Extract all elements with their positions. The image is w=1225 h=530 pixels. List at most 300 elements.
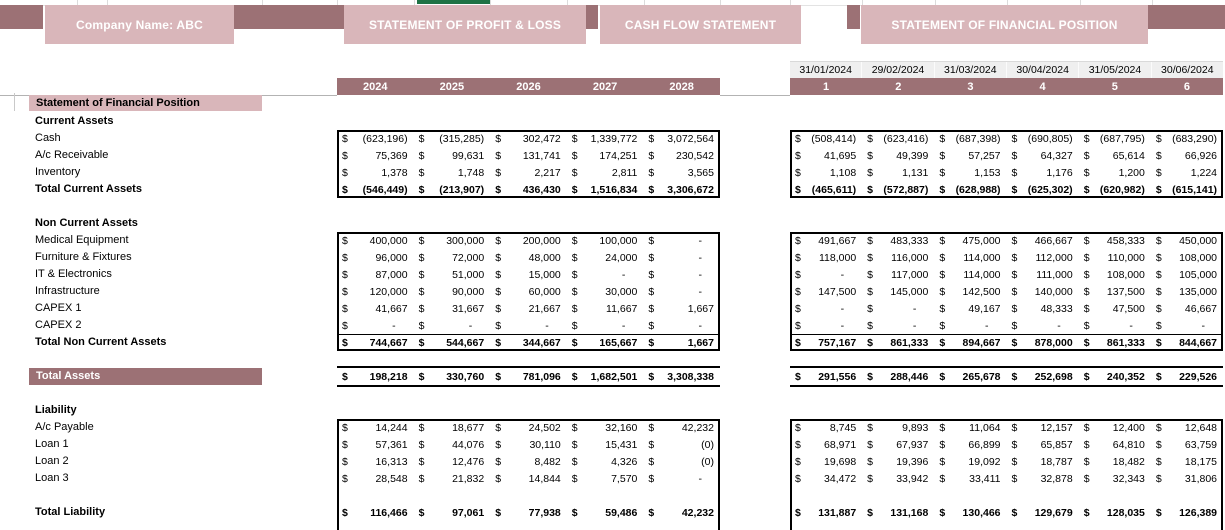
cell-value: - [621, 268, 626, 281]
cell-total-current-assets-month-6[interactable] [1151, 181, 1223, 198]
cell-inventory-month-6[interactable] [1151, 164, 1223, 181]
cell-infrastructure-month-6[interactable] [1151, 283, 1223, 300]
label-furniture-fixtures[interactable]: Furniture & Fixtures [35, 251, 132, 263]
cell-loan-2-2024[interactable] [337, 453, 414, 470]
cell-total-liability-month-3[interactable] [934, 504, 1006, 521]
cell-it-electronics-month-3[interactable] [934, 266, 1006, 283]
cell-a-c-payable-2026[interactable] [490, 419, 567, 436]
cell-value: 1,224 [1190, 166, 1218, 179]
cell-total-liability-2028[interactable] [643, 504, 720, 521]
date-header-cell[interactable]: 31/03/2024 [934, 62, 1006, 78]
cell-capex-2-month-2[interactable] [862, 317, 934, 334]
cell-a-c-payable-2025[interactable] [414, 419, 491, 436]
cell-cash-2028[interactable] [643, 130, 720, 147]
cell-capex-2-month-4[interactable] [1007, 317, 1079, 334]
cell-total-non-current-assets-month-1[interactable] [790, 335, 862, 351]
year-header-cell[interactable]: 2025 [439, 80, 465, 93]
cell-capex-1-2028[interactable] [643, 300, 720, 317]
cell-value: 114,000 [963, 251, 1001, 264]
cell-loan-2-month-2[interactable] [862, 453, 934, 470]
currency-symbol: $ [571, 438, 578, 451]
cell-loan-3-2025[interactable] [414, 470, 491, 487]
cell-capex-1-2024[interactable] [337, 300, 414, 317]
values-furniture-fixtures-monthly [790, 249, 1223, 266]
currency-symbol: $ [795, 455, 801, 468]
cell-total-assets-month-4[interactable] [1007, 368, 1079, 385]
cell-total-liability-month-4[interactable] [1007, 504, 1079, 521]
cell-inventory-2024[interactable] [337, 164, 414, 181]
cell-loan-3-month-5[interactable] [1079, 470, 1151, 487]
cell-value: - [698, 234, 702, 247]
header-band-segment [0, 5, 43, 29]
values-total-current-assets-monthly [790, 181, 1223, 198]
cell-medical-equipment-month-1[interactable] [790, 232, 862, 249]
cell-total-non-current-assets-2028[interactable] [643, 335, 720, 351]
cell-loan-1-month-6[interactable] [1151, 436, 1223, 453]
cell-loan-3-2026[interactable] [490, 470, 567, 487]
cell-value: 110,000 [1107, 251, 1145, 264]
cell-total-liability-2025[interactable] [414, 504, 491, 521]
cell-a-c-payable-month-5[interactable] [1079, 419, 1151, 436]
cell-total-assets-2024[interactable] [337, 368, 414, 385]
cell-loan-2-2025[interactable] [414, 453, 491, 470]
cell-loan-2-month-1[interactable] [790, 453, 862, 470]
cell-total-liability-month-1[interactable] [790, 504, 862, 521]
cell-medical-equipment-month-5[interactable] [1079, 232, 1151, 249]
cell-loan-2-month-4[interactable] [1007, 453, 1079, 470]
cell-value: (465,611) [811, 183, 857, 196]
cell-a-c-receivable-2028[interactable] [643, 147, 720, 164]
label-current-assets[interactable]: Current Assets [35, 115, 114, 127]
cell-total-current-assets-2024[interactable] [337, 181, 414, 198]
cell-furniture-fixtures-2024[interactable] [337, 249, 414, 266]
cell-inventory-2025[interactable] [414, 164, 491, 181]
values-a-c-receivable-monthly [790, 147, 1223, 164]
cell-infrastructure-2028[interactable] [643, 283, 720, 300]
date-header-cell[interactable]: 30/04/2024 [1006, 62, 1078, 78]
cell-value: 59,486 [605, 506, 638, 519]
cell-a-c-payable-month-6[interactable] [1151, 419, 1223, 436]
cell-total-non-current-assets-month-5[interactable] [1079, 335, 1151, 351]
cell-infrastructure-2024[interactable] [337, 283, 414, 300]
cell-medical-equipment-2025[interactable] [414, 232, 491, 249]
values-inventory-monthly [790, 164, 1223, 181]
cell-total-liability-2024[interactable] [337, 504, 414, 521]
date-header-cell[interactable]: 31/05/2024 [1078, 62, 1150, 78]
month-number-cell[interactable]: 1 [823, 80, 830, 93]
cell-loan-3-month-1[interactable] [790, 470, 862, 487]
cell-value: 400,000 [369, 234, 408, 247]
cell-loan-3-month-4[interactable] [1007, 470, 1079, 487]
cell-value: 117,000 [891, 268, 929, 281]
cell-loan-1-month-5[interactable] [1079, 436, 1151, 453]
currency-symbol: $ [342, 268, 348, 281]
cell-total-current-assets-2025[interactable] [414, 181, 491, 198]
cell-capex-2-month-3[interactable] [934, 317, 1006, 334]
cell-total-assets-month-3[interactable] [934, 368, 1006, 385]
cell-total-liability-2026[interactable] [490, 504, 567, 521]
cell-total-liability-month-5[interactable] [1079, 504, 1151, 521]
cell-capex-1-2026[interactable] [490, 300, 567, 317]
cell-medical-equipment-month-2[interactable] [862, 232, 934, 249]
cash-flow-tab-button[interactable]: CASH FLOW STATEMENT [600, 5, 801, 44]
cell-a-c-payable-month-3[interactable] [934, 419, 1006, 436]
cell-loan-1-month-2[interactable] [862, 436, 934, 453]
cell-total-assets-2025[interactable] [414, 368, 491, 385]
cell-value: 48,000 [528, 251, 561, 264]
cell-medical-equipment-month-3[interactable] [934, 232, 1006, 249]
cell-value: 21,667 [528, 302, 561, 315]
cell-a-c-receivable-2027[interactable] [567, 147, 644, 164]
cell-infrastructure-month-5[interactable] [1079, 283, 1151, 300]
cell-total-current-assets-month-1[interactable] [790, 181, 862, 198]
cell-value: 291,556 [818, 370, 857, 383]
cell-loan-2-month-5[interactable] [1079, 453, 1151, 470]
currency-symbol: $ [495, 421, 502, 434]
cell-loan-1-2027[interactable] [567, 436, 644, 453]
cell-a-c-receivable-month-6[interactable] [1151, 147, 1223, 164]
cell-total-non-current-assets-month-6[interactable] [1151, 335, 1223, 351]
cell-capex-1-month-1[interactable] [790, 300, 862, 317]
cell-loan-1-month-1[interactable] [790, 436, 862, 453]
cell-a-c-receivable-2025[interactable] [414, 147, 491, 164]
month-number-cell[interactable]: 5 [1111, 80, 1118, 93]
cell-inventory-month-1[interactable] [790, 164, 862, 181]
cell-furniture-fixtures-2027[interactable] [567, 249, 644, 266]
cell-medical-equipment-month-6[interactable] [1151, 232, 1223, 249]
cell-value: 32,878 [1040, 472, 1073, 485]
currency-symbol: $ [342, 234, 348, 247]
cell-loan-3-month-2[interactable] [862, 470, 934, 487]
cell-cash-2026[interactable] [490, 130, 567, 147]
cell-total-non-current-assets-month-2[interactable] [862, 335, 934, 351]
currency-symbol: $ [867, 472, 874, 485]
currency-symbol: $ [495, 455, 502, 468]
cell-inventory-2027[interactable] [567, 164, 644, 181]
currency-symbol: $ [1011, 472, 1018, 485]
cell-value: 44,076 [452, 438, 485, 451]
cell-total-current-assets-2027[interactable] [567, 181, 644, 198]
cell-value: 108,000 [1106, 268, 1145, 281]
cell-capex-2-month-5[interactable] [1079, 317, 1151, 334]
date-header-cell[interactable]: 29/02/2024 [861, 62, 933, 78]
cell-total-current-assets-2028[interactable] [643, 181, 720, 198]
cell-a-c-receivable-2024[interactable] [337, 147, 414, 164]
currency-symbol: $ [418, 370, 425, 383]
cell-cash-month-2[interactable] [862, 130, 934, 147]
cell-medical-equipment-month-4[interactable] [1007, 232, 1079, 249]
cell-medical-equipment-2026[interactable] [490, 232, 567, 249]
cell-value: - [698, 251, 702, 264]
cell-cash-month-5[interactable] [1079, 130, 1151, 147]
cell-capex-1-month-4[interactable] [1007, 300, 1079, 317]
cell-value: 230,542 [676, 149, 714, 162]
cell-loan-2-2027[interactable] [567, 453, 644, 470]
year-header-cell[interactable]: 2024 [363, 80, 388, 93]
cell-a-c-payable-month-1[interactable] [790, 419, 862, 436]
year-header-cell[interactable]: 2026 [516, 80, 541, 93]
label-loan-3[interactable]: Loan 3 [35, 472, 69, 484]
label-total-non-current-assets[interactable]: Total Non Current Assets [35, 336, 167, 348]
cell-furniture-fixtures-month-2[interactable] [862, 249, 934, 266]
cell-a-c-receivable-month-3[interactable] [934, 147, 1006, 164]
currency-symbol: $ [795, 132, 801, 145]
section-title-bar[interactable]: Statement of Financial Position [29, 95, 262, 111]
currency-symbol: $ [648, 302, 655, 315]
cell-total-assets-2026[interactable] [490, 368, 567, 385]
cell-loan-2-2028[interactable] [643, 453, 720, 470]
cell-total-non-current-assets-2027[interactable] [567, 335, 644, 351]
cell-it-electronics-2028[interactable] [643, 266, 720, 283]
cell-a-c-payable-2024[interactable] [337, 419, 414, 436]
cell-total-assets-month-6[interactable] [1151, 368, 1223, 385]
currency-symbol: $ [1155, 506, 1162, 519]
cell-total-liability-2027[interactable] [567, 504, 644, 521]
cell-cash-2027[interactable] [567, 130, 644, 147]
currency-symbol: $ [418, 234, 425, 247]
cell-loan-1-2024[interactable] [337, 436, 414, 453]
year-header-cell[interactable]: 2028 [669, 80, 694, 93]
cell-infrastructure-month-4[interactable] [1007, 283, 1079, 300]
cell-capex-1-month-3[interactable] [934, 300, 1006, 317]
cell-a-c-payable-2027[interactable] [567, 419, 644, 436]
cell-capex-1-2027[interactable] [567, 300, 644, 317]
cell-a-c-payable-2028[interactable] [643, 419, 720, 436]
cell-cash-month-1[interactable] [790, 130, 862, 147]
label-cash[interactable]: Cash [35, 132, 61, 144]
cell-medical-equipment-2028[interactable] [643, 232, 720, 249]
cell-it-electronics-month-1[interactable] [790, 266, 862, 283]
cell-it-electronics-2025[interactable] [414, 266, 491, 283]
cell-inventory-month-5[interactable] [1079, 164, 1151, 181]
cell-total-liability-month-6[interactable] [1151, 504, 1223, 521]
cell-loan-1-month-3[interactable] [934, 436, 1006, 453]
label-non-current-assets[interactable]: Non Current Assets [35, 217, 138, 229]
cell-total-non-current-assets-month-4[interactable] [1007, 335, 1079, 351]
company-name-button[interactable]: Company Name: ABC [45, 5, 234, 44]
cell-value: 131,741 [522, 149, 561, 162]
cell-capex-2-2027[interactable] [567, 317, 644, 334]
total-assets-bar[interactable]: Total Assets [29, 368, 262, 385]
currency-symbol: $ [648, 438, 655, 451]
cell-inventory-2026[interactable] [490, 164, 567, 181]
cell-a-c-receivable-2026[interactable] [490, 147, 567, 164]
cell-cash-2024[interactable] [337, 130, 414, 147]
cell-capex-1-month-6[interactable] [1151, 300, 1223, 317]
cell-loan-3-month-3[interactable] [934, 470, 1006, 487]
cell-value: 57,361 [375, 438, 408, 451]
cell-total-non-current-assets-2024[interactable] [337, 335, 414, 351]
cell-loan-1-2028[interactable] [643, 436, 720, 453]
cell-capex-1-month-2[interactable] [862, 300, 934, 317]
cell-furniture-fixtures-month-1[interactable] [790, 249, 862, 266]
values-loan-3-yearly [337, 470, 720, 487]
cell-loan-2-2026[interactable] [490, 453, 567, 470]
label-it-electronics[interactable]: IT & Electronics [35, 268, 112, 280]
cell-capex-1-2025[interactable] [414, 300, 491, 317]
cell-capex-2-2024[interactable] [337, 317, 414, 334]
cell-value: 18,175 [1184, 455, 1218, 468]
cell-medical-equipment-2027[interactable] [567, 232, 644, 249]
cell-total-non-current-assets-month-3[interactable] [934, 335, 1006, 351]
cell-furniture-fixtures-2025[interactable] [414, 249, 491, 266]
cell-a-c-receivable-month-1[interactable] [790, 147, 862, 164]
cell-loan-3-2028[interactable] [643, 470, 720, 487]
label-capex-1[interactable]: CAPEX 1 [35, 302, 82, 314]
cell-a-c-receivable-month-2[interactable] [862, 147, 934, 164]
profit-loss-tab-button[interactable]: STATEMENT OF PROFIT & LOSS [344, 5, 586, 44]
date-header-cell[interactable]: 30/06/2024 [1151, 62, 1223, 78]
cell-a-c-receivable-month-5[interactable] [1079, 147, 1151, 164]
currency-symbol: $ [1083, 455, 1090, 468]
cell-value: 99,631 [452, 149, 485, 162]
cell-infrastructure-month-3[interactable] [934, 283, 1006, 300]
cell-cash-month-3[interactable] [934, 130, 1006, 147]
month-number-cell[interactable]: 6 [1183, 80, 1190, 93]
label-capex-2[interactable]: CAPEX 2 [35, 319, 82, 331]
currency-symbol: $ [1083, 268, 1090, 281]
cell-total-assets-month-1[interactable] [790, 368, 862, 385]
cell-furniture-fixtures-month-6[interactable] [1151, 249, 1223, 266]
cell-it-electronics-month-4[interactable] [1007, 266, 1079, 283]
cell-cash-month-4[interactable] [1007, 130, 1079, 147]
cell-furniture-fixtures-month-4[interactable] [1007, 249, 1079, 266]
cell-total-non-current-assets-2026[interactable] [490, 335, 567, 351]
cell-infrastructure-month-1[interactable] [790, 283, 862, 300]
label-medical-equipment[interactable]: Medical Equipment [35, 234, 129, 246]
year-header-cell[interactable]: 2027 [592, 80, 618, 93]
label-total-current-assets[interactable]: Total Current Assets [35, 183, 142, 195]
cell-inventory-month-4[interactable] [1007, 164, 1079, 181]
date-header-cell[interactable]: 31/01/2024 [799, 64, 852, 76]
cell-loan-3-2024[interactable] [337, 470, 414, 487]
cell-it-electronics-2026[interactable] [490, 266, 567, 283]
cell-value: 30,000 [605, 285, 638, 298]
cell-capex-1-month-5[interactable] [1079, 300, 1151, 317]
cell-total-current-assets-2026[interactable] [490, 181, 567, 198]
cell-infrastructure-2026[interactable] [490, 283, 567, 300]
currency-symbol: $ [418, 319, 425, 332]
cell-value: 240,352 [1106, 370, 1145, 383]
currency-symbol: $ [795, 319, 801, 332]
cell-it-electronics-month-2[interactable] [862, 266, 934, 283]
cell-total-current-assets-month-3[interactable] [934, 181, 1006, 198]
cell-capex-2-2026[interactable] [490, 317, 567, 334]
cell-a-c-payable-month-2[interactable] [862, 419, 934, 436]
cell-total-non-current-assets-2025[interactable] [414, 335, 491, 351]
cell-capex-2-2028[interactable] [643, 317, 720, 334]
label-total-liability[interactable]: Total Liability [35, 506, 106, 518]
cell-capex-2-month-1[interactable] [790, 317, 862, 334]
currency-symbol: $ [418, 302, 425, 315]
cell-capex-2-month-6[interactable] [1151, 317, 1223, 334]
cell-value: 46,667 [1184, 302, 1218, 315]
currency-symbol: $ [1083, 183, 1090, 196]
label-a-c-payable[interactable]: A/c Payable [35, 421, 94, 433]
label-loan-2[interactable]: Loan 2 [35, 455, 69, 467]
values-loan-2-monthly [790, 453, 1223, 470]
cell-total-current-assets-month-2[interactable] [862, 181, 934, 198]
values-a-c-payable-yearly [337, 419, 720, 436]
cell-loan-3-2027[interactable] [567, 470, 644, 487]
cell-total-liability-month-2[interactable] [862, 504, 934, 521]
cell-total-current-assets-month-4[interactable] [1007, 181, 1079, 198]
cell-value: - [985, 319, 989, 332]
values-total-liability-yearly [337, 504, 720, 521]
cell-loan-1-2026[interactable] [490, 436, 567, 453]
cell-capex-2-2025[interactable] [414, 317, 491, 334]
cell-cash-2025[interactable] [414, 130, 491, 147]
cell-total-assets-month-2[interactable] [862, 368, 934, 385]
cell-value: 475,000 [962, 234, 1001, 247]
cell-it-electronics-2024[interactable] [337, 266, 414, 283]
cell-value: 252,698 [1034, 370, 1073, 383]
cell-it-electronics-month-6[interactable] [1151, 266, 1223, 283]
cell-loan-3-month-6[interactable] [1151, 470, 1223, 487]
cell-value: 844,667 [1179, 337, 1218, 349]
currency-symbol: $ [1011, 268, 1018, 281]
cell-furniture-fixtures-month-5[interactable] [1079, 249, 1151, 266]
cell-cash-month-6[interactable] [1151, 130, 1223, 147]
currency-symbol: $ [1155, 319, 1162, 332]
cell-a-c-receivable-month-4[interactable] [1007, 147, 1079, 164]
cell-value: 757,167 [818, 337, 857, 349]
cell-loan-2-month-6[interactable] [1151, 453, 1223, 470]
financial-position-tab-button[interactable]: STATEMENT OF FINANCIAL POSITION [861, 5, 1148, 44]
cell-value: 894,667 [962, 337, 1001, 349]
cell-medical-equipment-2024[interactable] [337, 232, 414, 249]
label-infrastructure[interactable]: Infrastructure [35, 285, 100, 297]
cell-furniture-fixtures-2026[interactable] [490, 249, 567, 266]
cell-value: 28,548 [375, 472, 408, 485]
cell-total-assets-month-5[interactable] [1079, 368, 1151, 385]
gridline [14, 93, 15, 111]
cell-inventory-month-3[interactable] [934, 164, 1006, 181]
cell-infrastructure-2025[interactable] [414, 283, 491, 300]
cell-loan-2-month-3[interactable] [934, 453, 1006, 470]
cell-value: 51,000 [452, 268, 485, 281]
cell-inventory-2028[interactable] [643, 164, 720, 181]
cell-inventory-month-2[interactable] [862, 164, 934, 181]
values-capex-2-monthly [790, 317, 1223, 334]
currency-symbol: $ [342, 302, 348, 315]
label-loan-1[interactable]: Loan 1 [35, 438, 69, 450]
cell-total-assets-2027[interactable] [567, 368, 644, 385]
cell-furniture-fixtures-month-3[interactable] [934, 249, 1006, 266]
cell-infrastructure-2027[interactable] [567, 283, 644, 300]
label-liability[interactable]: Liability [35, 404, 77, 416]
cell-it-electronics-month-5[interactable] [1079, 266, 1151, 283]
label-inventory[interactable]: Inventory [35, 166, 81, 178]
values-infrastructure-monthly [790, 283, 1223, 300]
month-number-cell[interactable]: 2 [895, 80, 902, 93]
month-number-cell[interactable]: 3 [967, 80, 974, 93]
cell-total-assets-2028[interactable] [643, 368, 720, 385]
cell-value: 18,787 [1040, 455, 1073, 468]
cell-loan-1-month-4[interactable] [1007, 436, 1079, 453]
label-a-c-receivable[interactable]: A/c Receivable [35, 149, 109, 161]
cell-loan-1-2025[interactable] [414, 436, 491, 453]
currency-symbol: $ [495, 166, 502, 179]
currency-symbol: $ [867, 506, 874, 519]
cell-a-c-payable-month-4[interactable] [1007, 419, 1079, 436]
currency-symbol: $ [1155, 268, 1162, 281]
cell-total-current-assets-month-5[interactable] [1079, 181, 1151, 198]
cell-furniture-fixtures-2028[interactable] [643, 249, 720, 266]
cell-infrastructure-month-2[interactable] [862, 283, 934, 300]
cell-it-electronics-2027[interactable] [567, 266, 644, 283]
month-number-cell[interactable]: 4 [1039, 80, 1046, 93]
